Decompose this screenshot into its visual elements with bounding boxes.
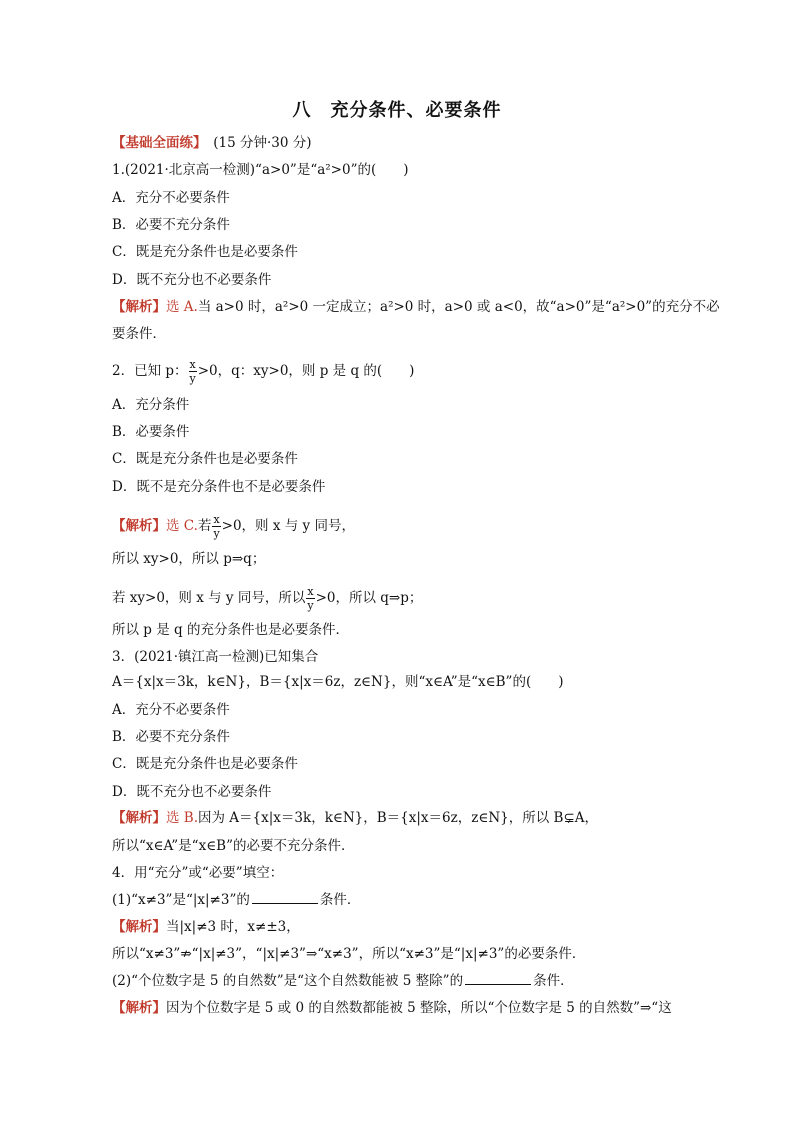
section-header [112, 134, 312, 152]
q3-option-b: B．必要不充分条件 [112, 729, 230, 745]
q3-option-c: C．既是充分条件也是必要条件 [112, 756, 298, 772]
q4-solution-1-cont: 所以“x≠3”⇏“|x|≠3”，“|x|≠3”⇒“x≠3”，所以“x≠3”是“|x|≠3”的必要条件． [112, 946, 586, 962]
q1-solution-cont: 要条件． [112, 326, 166, 342]
q4-solution-2: 【解析】因为个位数字是 5 或 0 的自然数都能被 5 整除，所以“个位数字是 5 的自然数”⇒“这 [112, 1000, 672, 1016]
q4-solution-1: 【解析】当|x|≠3 时，x≠±3， [112, 919, 300, 935]
q2-option-d: D．既不是充分条件也不是必要条件 [112, 479, 326, 495]
q2-answer: 选 C. [166, 518, 198, 534]
q3-option-a: A．充分不必要条件 [112, 702, 230, 718]
q2-solution-line4: 所以 p 是 q 的充分条件也是必要条件． [112, 622, 349, 638]
q1-answer: 选 A. [166, 299, 198, 315]
answer-blank[interactable] [465, 972, 531, 985]
q3-answer: 选 B. [166, 810, 199, 826]
q4-stem: 4．用“充分”或“必要”填空： [112, 865, 284, 881]
q3-solution: 【解析】选 B.因为 A＝{x|x＝3k，k∈N}，B＝{x|x＝6z，z∈N}，所以 B⊊A， [112, 810, 599, 826]
q1-stem: 1.(2021·北京高一检测)“a>0”是“a²>0”的( ) [112, 162, 409, 178]
q3-stem-cont: A＝{x|x＝3k，k∈N}，B＝{x|x＝6z，z∈N}，则“x∈A”是“x∈B”的( ) [112, 674, 564, 690]
fraction-x-over-y: $\frac{x}{y}$ [307, 585, 314, 612]
q3-stem: 3．(2021·镇江高一检测)已知集合 [112, 649, 319, 665]
q1-solution: 【解析】选 A.当 a>0 时，a²>0 一定成立；a²>0 时，a>0 或 a<0，故“a>0”是“a²>0”的充分不必 [112, 299, 720, 315]
q1-option-d: D．既不充分也不必要条件 [112, 272, 272, 288]
q1-option-a: A．充分不必要条件 [112, 190, 230, 206]
q4-part1: (1)“x≠3”是“|x|≠3”的 条件． [112, 892, 361, 908]
q4-part2: (2)“个位数字是 5 的自然数”是“这个自然数能被 5 整除”的 条件． [112, 973, 574, 989]
q1-option-b: B．必要不充分条件 [112, 217, 230, 233]
section-time: (15 分钟·30 分) [199, 135, 312, 151]
q1-option-c: C．既是充分条件也是必要条件 [112, 244, 298, 260]
q2-stem: 2．已知 p： $\frac{x}{y}$ >0，q：xy>0，则 p 是 q 的( ) [112, 358, 415, 385]
q2-solution-line2: 所以 xy>0，所以 p⇒q； [112, 551, 266, 567]
section-label: 【基础全面练】 [112, 135, 200, 151]
answer-blank[interactable] [252, 891, 318, 904]
fraction-x-over-y: $\frac{x}{y}$ [189, 358, 196, 385]
q3-option-d: D．既不充分也不必要条件 [112, 784, 272, 800]
q2-option-a: A．充分条件 [112, 397, 190, 413]
fraction-x-over-y: $\frac{x}{y}$ [213, 513, 220, 540]
q2-option-c: C．既是充分条件也是必要条件 [112, 451, 298, 467]
page-title: 八 充分条件、必要条件 [292, 100, 502, 121]
q2-option-b: B．必要条件 [112, 424, 190, 440]
q2-solution-line3: 若 xy>0，则 x 与 y 同号，所以 $\frac{x}{y}$ >0，所以 q⇒p； [112, 585, 423, 612]
q2-solution: 【解析】选 C.若 $\frac{x}{y}$ >0，则 x 与 y 同号， [112, 513, 355, 540]
solution-label: 【解析】 [112, 299, 166, 315]
q3-solution-cont: 所以“x∈A”是“x∈B”的必要不充分条件． [112, 838, 355, 854]
